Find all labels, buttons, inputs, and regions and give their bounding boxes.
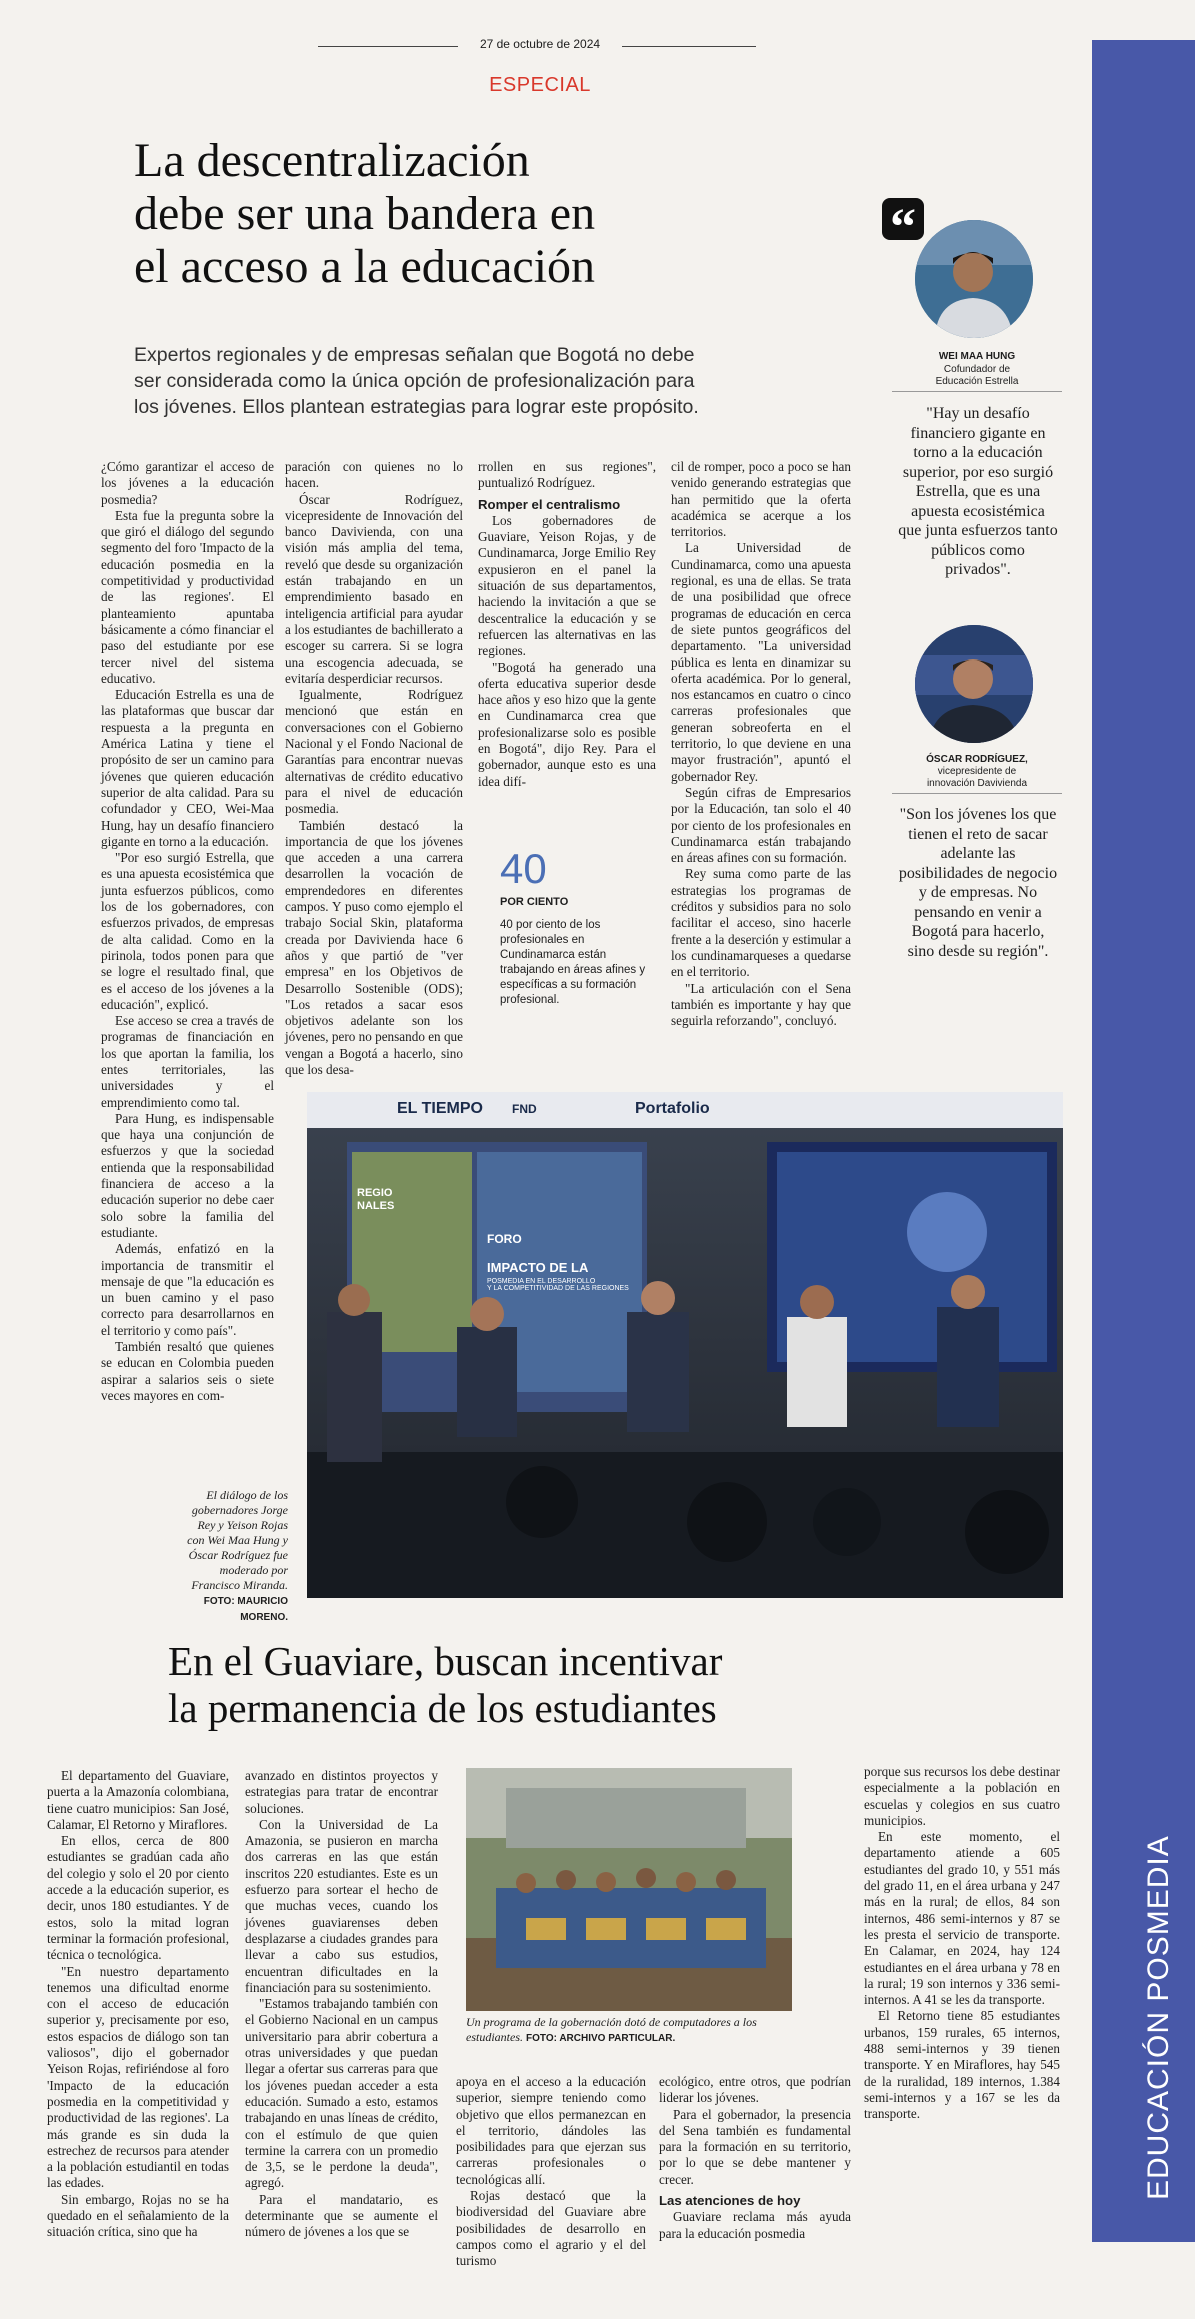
stat-box (500, 846, 650, 1008)
quote1-rule (892, 391, 1062, 392)
article1-column-3: rrollen en sus regiones", puntualizó Rodríguez. Romper el centralismo Los gobernadores de Guaviare, Yeison Rojas, y de Cundinamarca, Jorge Emilio Rey expusieron en el panel la situación de sus departamentos, haciendo la invitación a que se descentralice la educación y se refuercen las alternativas en las regiones. "Bogotá ha generado una oferta educativa superior desde hace años y eso hizo que la gente en Cundinamarca crea que profesionalizarse solo es posible en Bogotá", dijo Rey. Para el gobernador, aunque esto es una idea difí- (478, 459, 656, 789)
students-computers-photo (466, 1768, 792, 2011)
photo-logo-fnd: FND (512, 1102, 537, 1116)
photo-screen-text: FORO IMPACTO DE LA POSMEDIA EN EL DESARROLLO Y LA COMPETITIVIDAD DE LAS REGIONES (487, 1232, 629, 1292)
quote1-text: "Hay un desafío financiero gigante en torno a la educación superior, por eso surgió Estrella, que es una apuesta ecosistémica que junta esfuerzos tanto públicos como privados". (898, 405, 1058, 578)
quote2-role: vicepresidente de innovación Davivienda (926, 766, 1028, 789)
forum-panel-photo (307, 1092, 1063, 1598)
article2-column-4: ecológico, entre otros, que podrían liderar los jóvenes. Para el gobernador, la presencia del Sena también es fundamental para la formación en su territorio, por lo que se debe mantener y crecer. Las atenciones de hoy Guaviare reclama más ayuda para la educación posmedia (659, 2074, 851, 2241)
article1-column-1: ¿Cómo garantizar el acceso de los jóvenes a la educación posmedia? Esta fue la pregunta sobre la que giró el diálogo del segundo segmento del foro 'Impacto de la educación posmedia en la competitividad y productividad de las regiones'. El planteamiento apuntaba básicamente a cómo financiar el paso del estudiante por ese tercer nivel del sistema educativo. Educación Estrella es una de las plataformas que buscar dar respuesta a la pregunta en América Latina y tiene el propósito de ser un camino para jóvenes que quieren educación superior de alta calidad. Para su cofundador y CEO, Wei-Maa Hung, hay un desafío financiero gigante en torno a la educación. "Por eso surgió Estrella, que es una apuesta ecosistémica que junta esfuerzos públicos, como los de los gobernadores, con esfuerzos privados, de empresas de alta calidad. Como en la pirinola, todos ponen para que se logre el resultado final, que es el acceso de los jóvenes a la educación", explicó. Ese acceso se crea a través de programas de financiación en los que aportan la familia, los entes territoriales, las universidades y el emprendimiento como tal. Para Hung, es indispensable que haya una conjunción de esfuerzos y que la sociedad entienda que la responsabilidad financiera de acceso a la educación superior no debe caer solo sobre la familia del estudiante. Además, enfatizó en la importancia de transmitir el mensaje de que "la educación es un buen camino y el paso correcto para desarrollarnos en el territorio y como país". También resaltó que quienes se educan en Colombia pueden aspirar a salarios seis o siete veces mayores en com- (101, 459, 274, 1403)
photo-banner-regionales: REGIO NALES (357, 1187, 395, 1212)
photo-logo-eltiempo: EL TIEMPO (397, 1100, 483, 1117)
photo1-caption: El diálogo de los gobernadores Jorge Rey y Yeison Rojas con Wei Maa Hung y Óscar Rodríguez fue moderado por Francisco Miranda. FOTO: MAURICIO MORENO. (187, 1488, 288, 1623)
article2-column-1: El departamento del Guaviare, puerta a la Amazonía colombiana, tiene cuatro municipios: San José, Calamar, El Retorno y Miraflores. En ellos, cerca de 800 estudiantes se gradúan cada año del colegio y solo el 20 por ciento accede a la educación superior, es decir, unos 180 estudiantes. Y de estos, solo la mitad logran terminar la formación profesional, técnica o tecnológica. "En nuestro departamento tenemos una dificultad enorme con el acceso de educación superior y, precisamente por eso, estos espacios de diálogo son tan valiosos", dijo el gobernador Yeison Rojas, refiriéndose al foro 'Impacto de la educación posmedia en la competitividad y productividad de las regiones'. La más grande es sin duda la estrechez de recursos para atender a la población estudiantil en todas las edades. Sin embargo, Rojas no se ha quedado en el señalamiento de la situación crítica, sino que ha (47, 1768, 229, 2240)
quote2-rule (892, 793, 1062, 794)
header-rule-left (318, 46, 458, 47)
article2-column-5: porque sus recursos los debe destinar especialmente a la población en escuelas y colegios en sus cuatro municipios. En este momento, el departamento atiende a 605 estudiantes del grado 10, y 551 más del grado 11, en el área urbana y 247 más en la rural; de ellos, 84 son internos, 486 semi-internos y 87 se les presta el servicio de transporte. En Calamar, en 2024, hay 124 estudiantes en el área urbana y 78 en la rural; 19 son internos y 336 semi-internos. A 41 se les da transporte. El Retorno tiene 85 estudiantes urbanos, 159 rurales, 65 internos, 488 semi-internos y 39 tienen transporte. Y en Miraflores, hay 545 de la ruralidad, 189 internos, 1.384 semi-internos y a 167 se les da transporte. (864, 1764, 1060, 2122)
quote1-role: Cofundador de Educación Estrella (935, 364, 1019, 387)
quote-mark-icon: “ (882, 198, 924, 240)
stat-unit: POR CIENTO (500, 896, 569, 908)
quote1-name: WEI MAA HUNG (938, 351, 1016, 362)
side-banner-label: EDUCACIÓN POSMEDIA (1142, 1835, 1175, 2200)
section-label: ESPECIAL (489, 74, 591, 96)
article2-headline: En el Guaviare, buscan incentivar la permanencia de los estudiantes (168, 1638, 723, 1731)
issue-date: 27 de octubre de 2024 (479, 37, 601, 51)
quote2-text: "Son los jóvenes los que tienen el reto de sacar adelante las posibilidades de negocio y de empresas. No pensando en venir a Bogotá para hacerlo, sino desde su región". (898, 806, 1058, 960)
avatar-oscar-rodriguez (915, 625, 1033, 743)
article2-column-2: avanzado en distintos proyectos y estrategias para tratar de encontrar soluciones. Con la Universidad de La Amazonia, se pusieron en marcha dos carreras en las que están inscritos 220 estudiantes. Este es un esfuerzo para sortear el hecho de que muchas veces, cuando los jóvenes guaviarenses deben desplazarse a ciudades grandes para llevar a cabo sus estudios, encuentran dificultades en la financiación para su sostenimiento. "Estamos trabajando también con el Gobierno Nacional en un campus universitario para abrir cobertura a otras universidades y que puedan llegar a ofertar sus carreras para que los jóvenes puedan acceder a esta educación. Sumado a esto, estamos trabajando en unas líneas de crédito, con el estímulo de que quien termine la carrera con un promedio de 3,5, se le perdone la deuda", agregó. Para el mandatario, es determinante que se aumente el número de jóvenes a los que se (245, 1768, 438, 2240)
photo-logo-portafolio: Portafolio (635, 1100, 710, 1117)
photo2-caption: Un programa de la gobernación dotó de computadores a los estudiantes. FOTO: ARCHIVO PARTICULAR. (466, 2015, 757, 2044)
header-rule-right (622, 46, 756, 47)
article1-column-4: cil de romper, poco a poco se han venido generando estrategias que han permitido que la oferta académica se acerque a los territorios. La Universidad de Cundinamarca, como una apuesta regional, es una de ellas. Se trata de una posibilidad que ofrece programas de educación en cerca de siete puntos geográficos del departamento. "La universidad pública es lenta en dinamizar su oferta académica. Por lo general, nos estancamos en cuatro o cinco carreras profesionales que generan sobreoferta en el territorio, lo que deviene en una mayor frustración", apuntó el gobernador Rey. Según cifras de Empresarios por la Educación, tan solo el 40 por ciento de los profesionales en Cundinamarca están trabajando en áreas afines con su formación. Rey suma como parte de las estrategias los programas de créditos y subsidios para no solo facilitar el acceso, sino hacerle frente a la deserción y estimular a los cundinamarqueses a quedarse en el territorio. "La articulación con el Sena también es importante y hay que seguirla reforzando", concluyó. (671, 459, 851, 1029)
quote2-name: ÓSCAR RODRÍGUEZ, (926, 754, 1028, 765)
avatar-wei-maa-hung (915, 220, 1033, 338)
stat-number: 40 (500, 845, 547, 892)
article1-column-2: paración con quienes no lo hacen. Óscar Rodríguez, vicepresidente de Innovación del banco Davivienda, con una visión más amplia del tema, reveló que desde su organización están trabajando en un emprendimiento basado en inteligencia artificial para ayudar a los estudiantes de bachillerato a escoger su carrera. Si se logra una escogencia adecuada, se evitaría desperdiciar recursos. Igualmente, Rodríguez mencionó que están en conversaciones con el Gobierno Nacional y el Fondo Nacional de Garantías para encontrar nuevas alternativas de crédito educativo para el nivel de educación posmedia. También destacó la importancia de que los jóvenes que acceden a una carrera desarrollen la vocación de emprendedores en diferentes campos. Y puso como ejemplo el trabajo Social Skin, plataforma creada por Davivienda hace 6 años y que partió de "ver empresa" en los Objetivos de Desarrollo Sostenible (ODS); "Los retados a sacar esos objetivos adelante son los jóvenes, pero no pensando en que vengan a Bogotá a hacerlo, sino que los desa- (285, 459, 463, 1077)
stat-text: 40 por ciento de los profesionales en Cundinamarca están trabajando en áreas afines y específicas a su formación profesional. (500, 919, 646, 1006)
article1-lead: Expertos regionales y de empresas señalan que Bogotá no debe ser considerada como la única opción de profesionalización para los jóvenes. Ellos plantean estrategias para lograr este propósito. (134, 344, 699, 418)
subhead-atenciones-de-hoy: Las atenciones de hoy (659, 2193, 801, 2209)
subhead-romper-centralismo: Romper el centralismo (478, 496, 621, 512)
article1-headline: La descentralización debe ser una bandera en el acceso a la educación (134, 134, 596, 293)
article2-column-3: apoya en el acceso a la educación superior, siempre teniendo como objetivo que ellos permanezcan en el territorio, dándoles las posibilidades para que ejerzan sus carreras profesionales o tecnológicas allí. Rojas destacó que la biodiversidad del Guaviare abre posibilidades de desarrollo en campos como el agrario y el del turismo (456, 2074, 646, 2269)
